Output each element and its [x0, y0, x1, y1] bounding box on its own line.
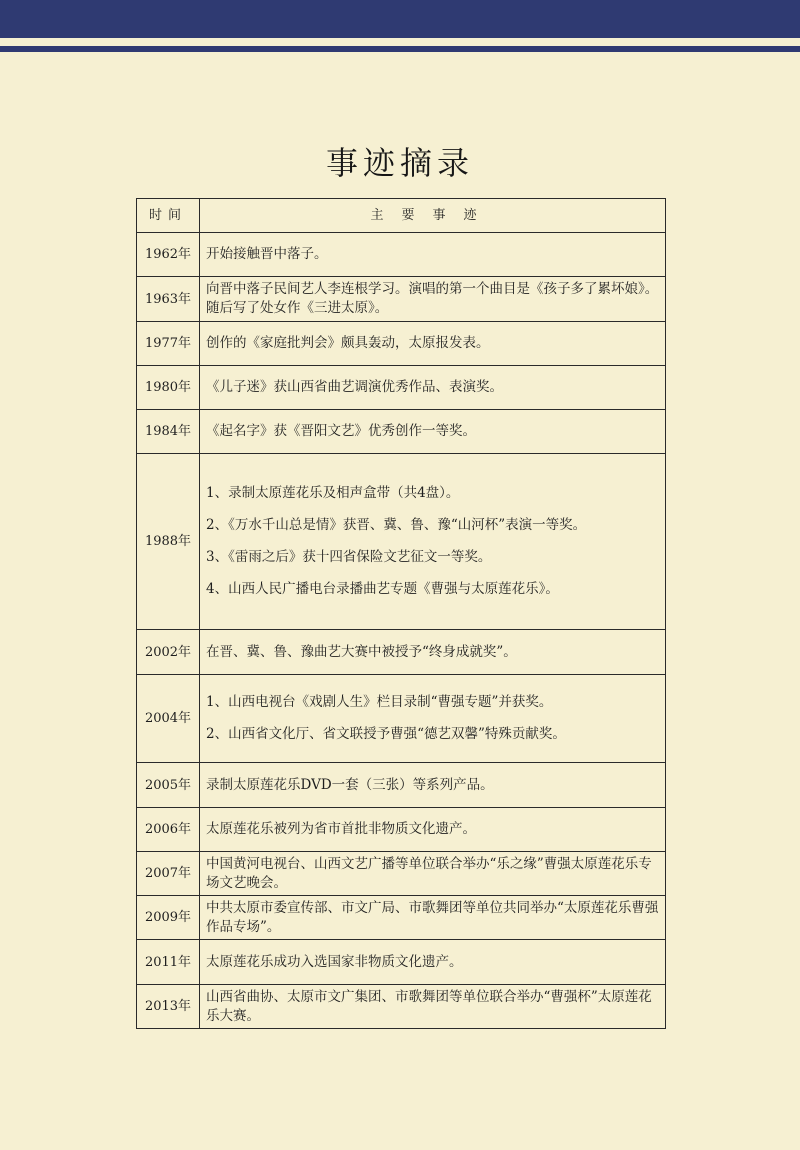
- row-year: 2004年: [137, 675, 200, 763]
- row-year: 2002年: [137, 630, 200, 675]
- event-item: 在晋、冀、鲁、豫曲艺大赛中被授予“终身成就奖”。: [206, 643, 517, 660]
- row-event: [200, 277, 666, 322]
- row-year: 2009年: [137, 896, 200, 940]
- table-row: [137, 940, 666, 985]
- row-year: 2005年: [137, 763, 200, 808]
- row-event: [200, 410, 666, 454]
- event-item: 山西省曲协、太原市文广集团、市歌舞团等单位联合举办“曹强杯”太原莲花乐大赛。: [206, 988, 652, 1024]
- table-row: [137, 366, 666, 410]
- band-gap: [0, 38, 800, 46]
- event-item: 录制太原莲花乐DVD一套（三张）等系列产品。: [206, 776, 494, 793]
- row-event: [200, 808, 666, 852]
- event-item: 创作的《家庭批判会》颇具轰动，太原报发表。: [206, 335, 490, 351]
- row-year: 2011年: [137, 940, 200, 985]
- row-year: 1977年: [137, 322, 200, 366]
- row-event: [200, 940, 666, 985]
- table-row: [137, 410, 666, 454]
- row-year: 2006年: [137, 808, 200, 852]
- row-year: 2013年: [137, 985, 200, 1029]
- row-event: [200, 233, 666, 277]
- row-year: 1963年: [137, 277, 200, 322]
- table-row: [137, 277, 666, 322]
- table-row: [137, 675, 666, 763]
- row-year: 2007年: [137, 852, 200, 896]
- event-item: 太原莲花乐被列为省市首批非物质文化遗产。: [206, 821, 476, 837]
- row-year: 1980年: [137, 366, 200, 410]
- event-item: 中国黄河电视台、山西文艺广播等单位联合举办“乐之缘”曹强太原莲花乐专场文艺晚会。: [206, 855, 652, 891]
- row-event: [200, 763, 666, 808]
- event-item: 《儿子迷》获山西省曲艺调演优秀作品、表演奖。: [206, 379, 503, 395]
- header-events: 主要事迹: [200, 199, 666, 233]
- row-event: [200, 322, 666, 366]
- event-item: 《起名字》获《晋阳文艺》优秀创作一等奖。: [206, 423, 476, 439]
- row-event: [200, 675, 666, 763]
- table-row: [137, 985, 666, 1029]
- top-band: [0, 0, 800, 38]
- event-item: 1、山西电视台《戏剧人生》栏目录制“曹强专题”并获奖。: [206, 694, 553, 710]
- event-item: 3、《雷雨之后》获十四省保险文艺征文一等奖。: [206, 549, 492, 565]
- table-header-row: [137, 199, 666, 233]
- event-item: 向晋中落子民间艺人李连根学习。演唱的第一个曲目是《孩子多了累坏娘》。随后写了处女作《三进太原》。: [206, 281, 659, 316]
- event-item: 开始接触晋中落子。: [206, 246, 328, 262]
- page-title: 事迹摘录: [325, 144, 474, 182]
- table-row: [137, 322, 666, 366]
- row-event: [200, 852, 666, 896]
- event-item: 太原莲花乐成功入选国家非物质文化遗产。: [206, 953, 463, 970]
- events-table: [136, 198, 666, 1029]
- table-row: [137, 630, 666, 675]
- table-body: [137, 233, 666, 1029]
- row-event: [200, 985, 666, 1029]
- table-row: [137, 852, 666, 896]
- row-event: [200, 366, 666, 410]
- table-row: [137, 763, 666, 808]
- event-item: 2、《万水千山总是情》获晋、冀、鲁、豫“山河杯”表演一等奖。: [206, 517, 587, 533]
- row-year: 1988年: [137, 454, 200, 630]
- row-year: 1984年: [137, 410, 200, 454]
- row-event: [200, 630, 666, 675]
- table-row: [137, 896, 666, 940]
- row-event: [200, 454, 666, 630]
- event-item: 2、山西省文化厅、省文联授予曹强“德艺双馨”特殊贡献奖。: [206, 726, 566, 742]
- header-year: 时间: [137, 199, 200, 233]
- event-item: 4、山西人民广播电台录播曲艺专题《曹强与太原莲花乐》。: [206, 581, 559, 597]
- row-event: [200, 896, 666, 940]
- top-band-thin: [0, 46, 800, 52]
- event-item: 1、录制太原莲花乐及相声盒带（共4盘）。: [206, 485, 460, 501]
- table-row: [137, 233, 666, 277]
- event-item: 中共太原市委宣传部、市文广局、市歌舞团等单位共同举办“太原莲花乐曹强作品专场”。: [206, 899, 659, 935]
- row-year: 1962年: [137, 233, 200, 277]
- table-row: [137, 808, 666, 852]
- table-row: [137, 454, 666, 630]
